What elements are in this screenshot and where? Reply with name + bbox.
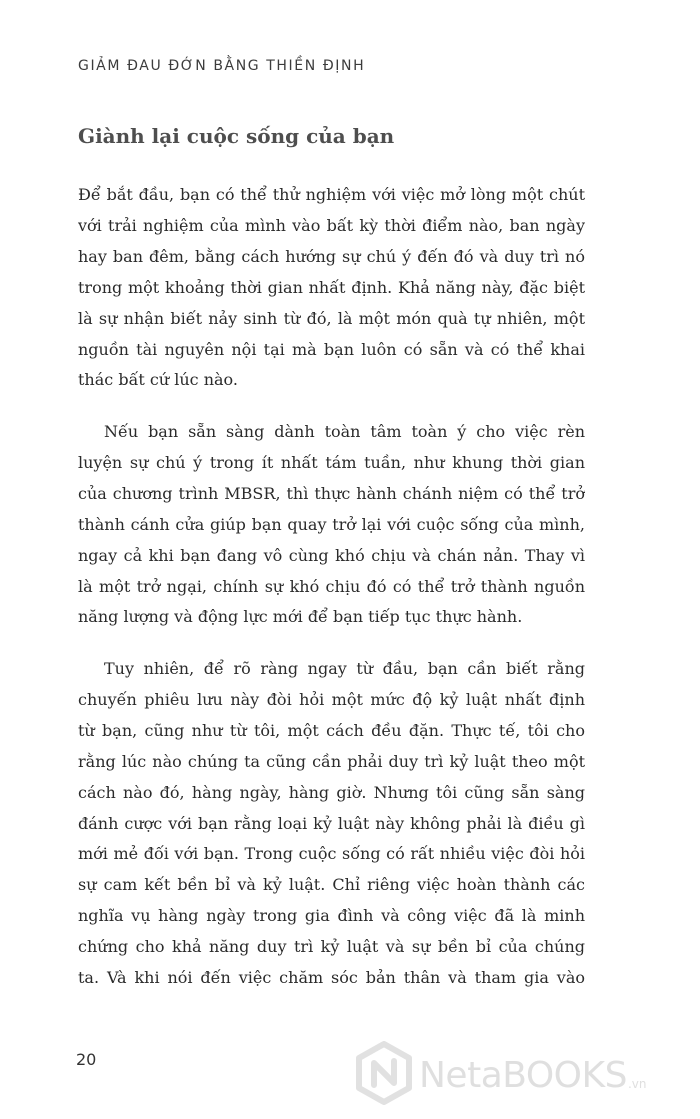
text-line: luyện sự chú ý trong ít nhất tám tuần, như khung thời gian (78, 452, 585, 472)
text-line: mới mẻ đối với bạn. Trong cuộc sống có rất nhiều việc đòi hỏi (78, 844, 585, 864)
watermark (355, 1040, 700, 1110)
text-line: chuyến phiêu lưu này đòi hỏi một mức độ kỷ luật nhất định (78, 689, 585, 709)
text-line: năng lượng và động lực mới để bạn tiếp tục thực hành. (78, 607, 523, 627)
watermark-suffix: .vn (627, 1077, 647, 1091)
paragraph-1 (78, 180, 585, 396)
text-line: đánh cược với bạn rằng loại kỷ luật này không phải là điều gì (78, 813, 585, 833)
text-line: là sự nhận biết nảy sinh từ đó, là một món quà tự nhiên, một (78, 308, 585, 328)
text-line: Để bắt đầu, bạn có thể thử nghiệm với việc mở lòng một chút (78, 185, 585, 204)
text-line: sự cam kết bền bỉ và kỷ luật. Chỉ riêng việc hoàn thành các (78, 875, 585, 895)
text-line: hay ban đêm, bằng cách hướng sự chú ý đến đó và duy trì nó (78, 246, 585, 266)
text-line: thành cánh cửa giúp bạn quay trở lại với cuộc sống của mình, (78, 514, 585, 534)
section-title: Giành lại cuộc sống của bạn (78, 124, 395, 148)
text-line: cách nào đó, hàng ngày, hàng giờ. Nhưng tôi cũng sẵn sàng (78, 782, 585, 802)
paragraph-2 (78, 417, 585, 633)
text-line: của chương trình MBSR, thì thực hành chánh niệm có thể trở (78, 483, 585, 503)
text-line: Nếu bạn sẵn sàng dành toàn tâm toàn ý cho việc rèn (104, 422, 585, 441)
text-line: ngay cả khi bạn đang vô cùng khó chịu và chán nản. Thay vì (78, 545, 585, 565)
text-line: chứng cho khả năng duy trì kỷ luật và sự bền bỉ của chúng (78, 937, 585, 957)
text-line: trong một khoảng thời gian nhất định. Khả năng này, đặc biệt (78, 277, 585, 297)
text-line: nghĩa vụ hàng ngày trong gia đình và công việc đã là minh (78, 906, 585, 926)
n-hexagon-icon (355, 1041, 413, 1110)
text-line: từ bạn, cũng như từ tôi, một cách đều đặn. Thực tế, tôi cho (78, 720, 585, 740)
text-line: với trải nghiệm của mình vào bất kỳ thời điểm nào, ban ngày (78, 215, 585, 235)
text-line: thác bất cứ lúc nào. (78, 370, 238, 390)
running-head: GIẢM ĐAU ĐỚN BẰNG THIỀN ĐỊNH (78, 58, 366, 74)
text-line: rằng lúc nào chúng ta cũng cần phải duy trì kỷ luật theo một (78, 751, 585, 771)
text-line: là một trở ngại, chính sự khó chịu đó có thể trở thành nguồn (78, 576, 585, 596)
page-number: 20 (76, 1050, 97, 1069)
text-line: nguồn tài nguyên nội tại mà bạn luôn có sẵn và có thể khai (78, 339, 585, 359)
watermark-brand: NetaBOOKS (419, 1054, 627, 1096)
paragraph-3 (78, 654, 585, 994)
text-line: ta. Và khi nói đến việc chăm sóc bản thân và tham gia vào (78, 968, 585, 988)
text-line: Tuy nhiên, để rõ ràng ngay từ đầu, bạn cần biết rằng (104, 659, 585, 678)
